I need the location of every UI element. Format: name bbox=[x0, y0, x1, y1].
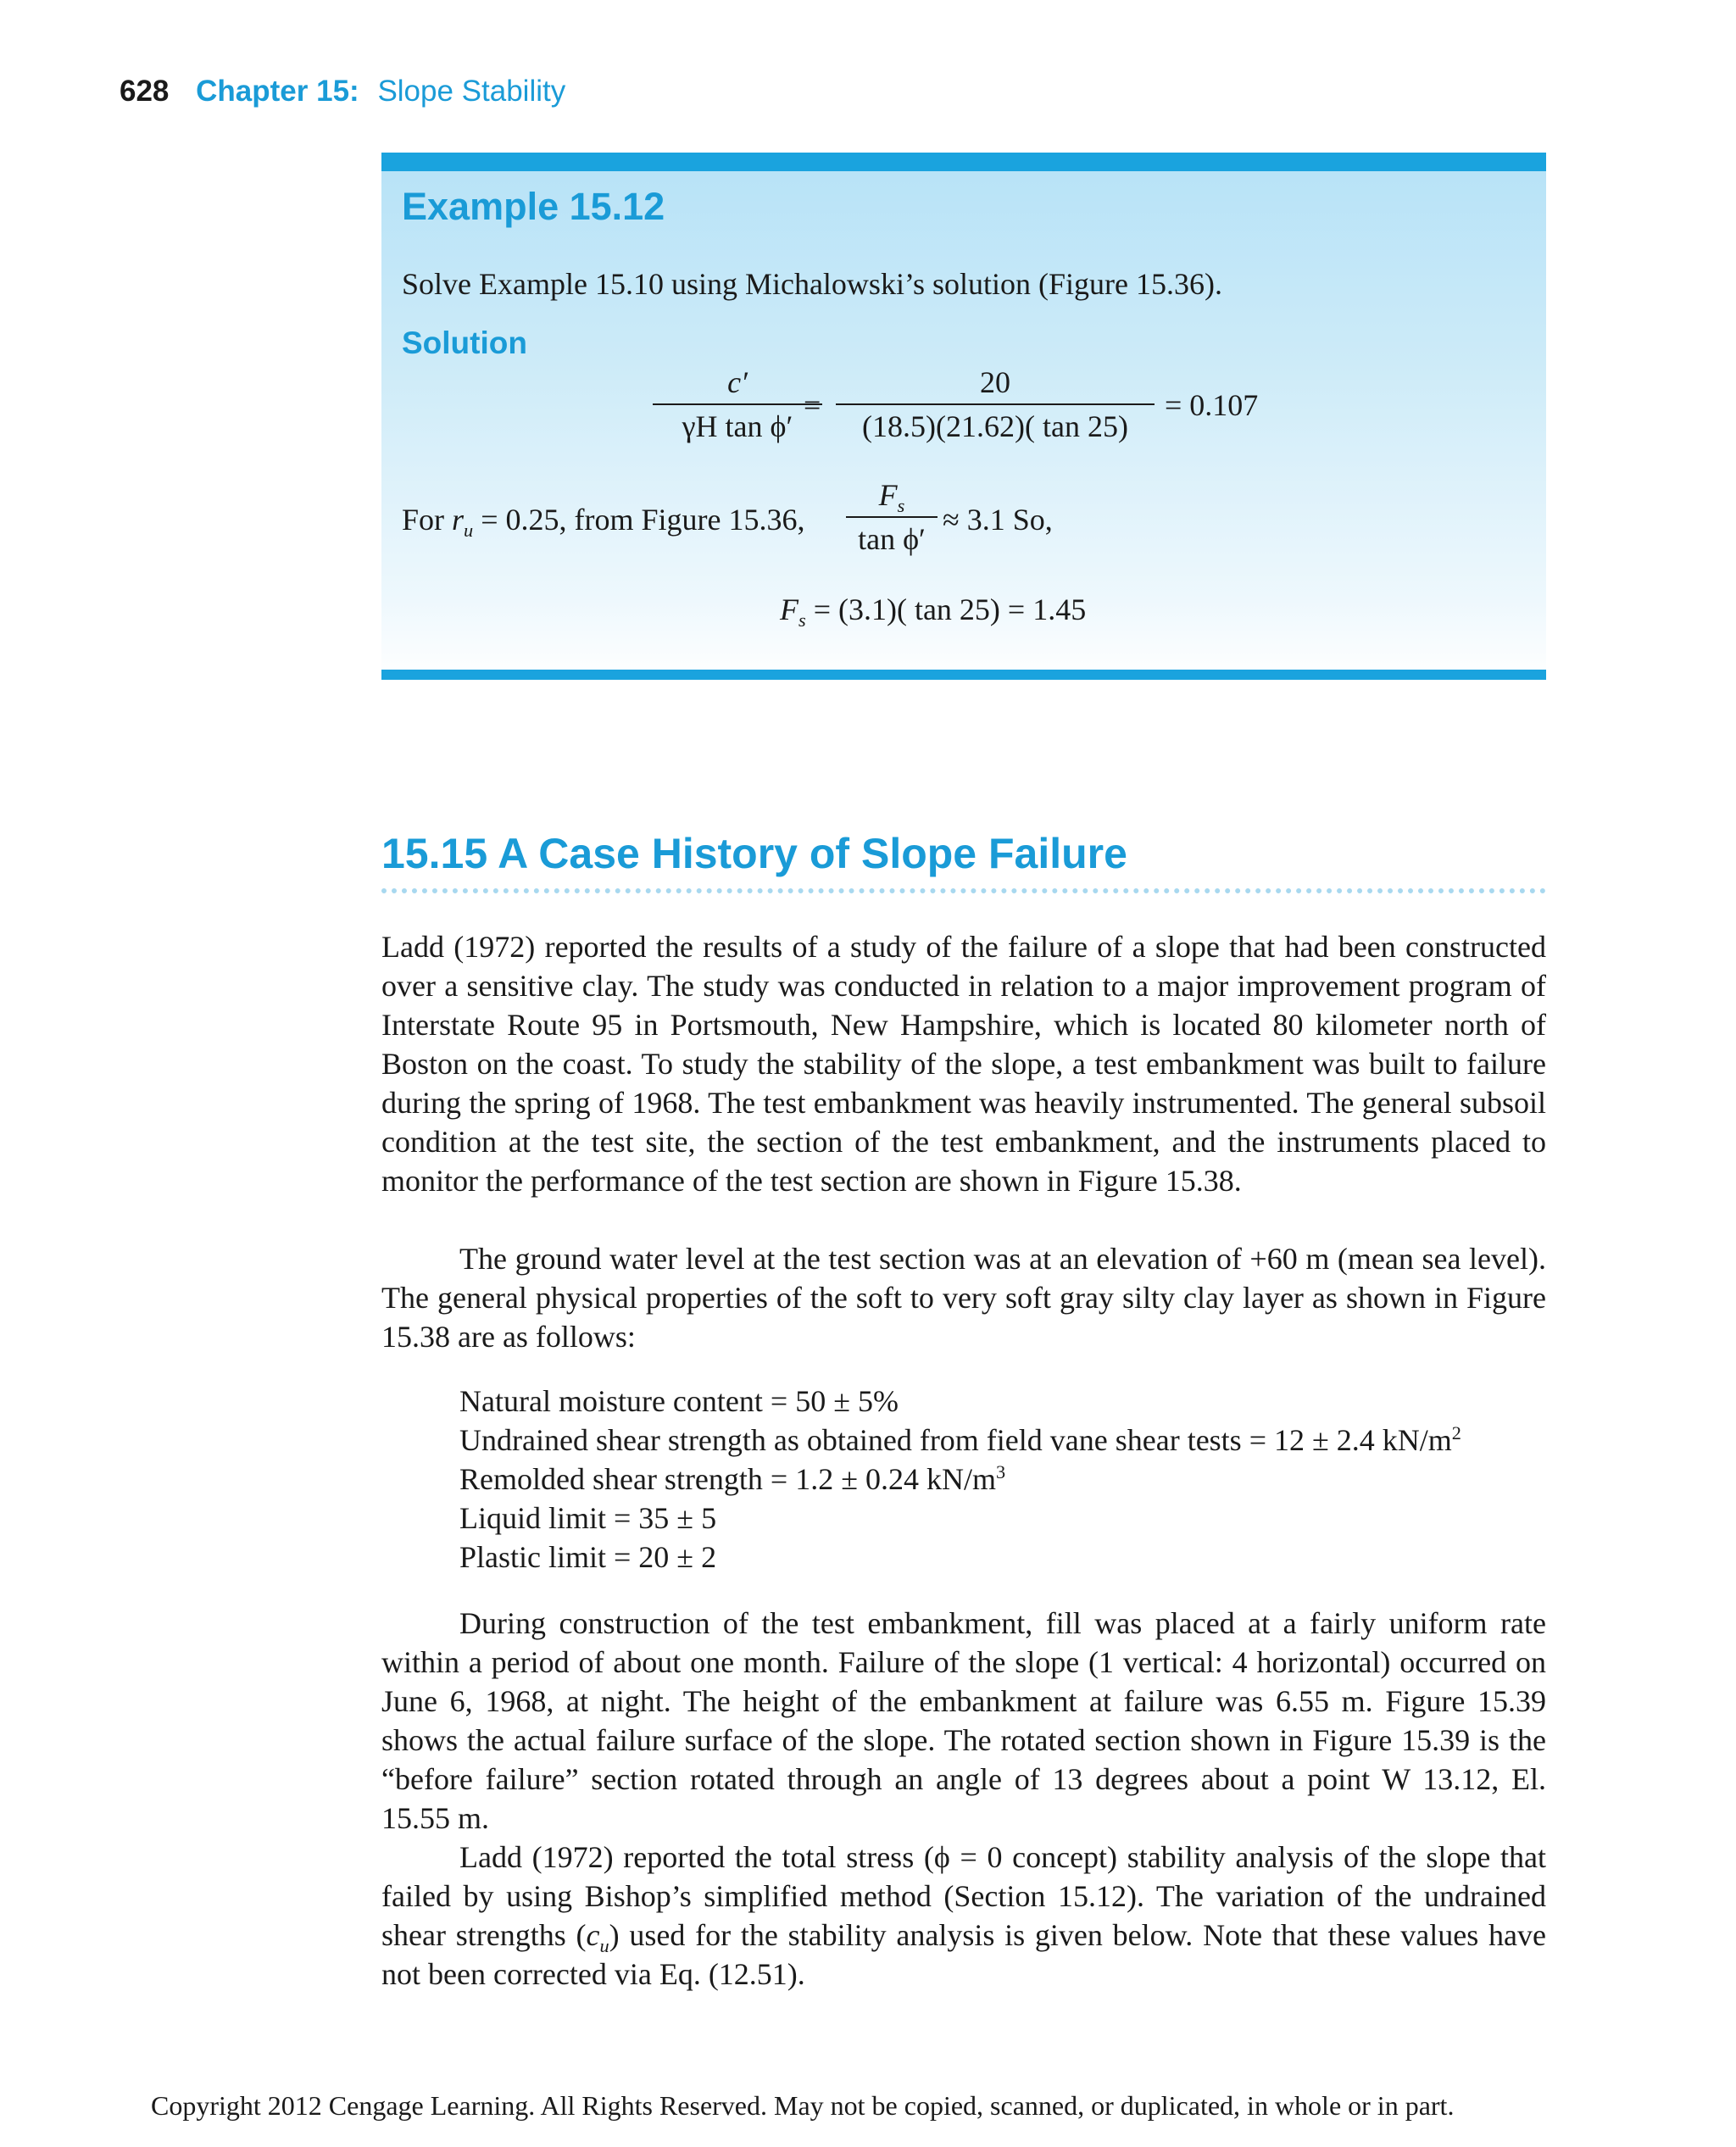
copyright-notice: Copyright 2012 Cengage Learning. All Rights Reserved. May not be copied, scanned, or duplicated, in whole or in part. bbox=[151, 2090, 1455, 2121]
eq2-fraction bbox=[846, 476, 938, 558]
property-plastic-limit: Plastic limit = 20 ± 2 bbox=[459, 1540, 717, 1574]
property-moisture: Natural moisture content = 50 ± 5% bbox=[459, 1384, 899, 1418]
eq1-rhs-fraction-bar bbox=[836, 403, 1155, 405]
chapter-title: Slope Stability bbox=[377, 75, 566, 108]
eq1-lhs-fraction bbox=[653, 364, 822, 445]
property-remolded-strength: Remolded shear strength = 1.2 ± 0.24 $kN/m^3$ bbox=[459, 1461, 1006, 1496]
eq1-rhs-denominator: (18.5)(21.62)( tan 25) bbox=[862, 409, 1128, 443]
eq2-fraction-bar bbox=[846, 516, 938, 518]
soil-properties-list bbox=[459, 1382, 1461, 1577]
chapter-label: Chapter 15: bbox=[196, 75, 359, 108]
eq2-lead-rest: = 0.25, from Figure 15.36, bbox=[473, 503, 805, 537]
property-undrained-strength: Undrained shear strength as obtained from field vane shear tests = 12 ± 2.4 $kN/m^2$ bbox=[459, 1422, 1461, 1457]
example-problem: Solve Example 15.10 using Michalowski’s solution (Figure 15.36). bbox=[402, 267, 1222, 301]
eq3-rhs: = (3.1)( tan 25) = 1.45 bbox=[805, 592, 1087, 626]
cu-symbol: c bbox=[586, 1918, 600, 1952]
eq2-lead-for: For bbox=[402, 503, 453, 537]
eq2-r: r bbox=[452, 503, 465, 537]
property-liquid-limit: Liquid limit = 35 ± 5 bbox=[459, 1501, 717, 1535]
eq3 bbox=[780, 592, 1087, 631]
example-title: Example 15.12 bbox=[402, 185, 665, 228]
example-bottom-rule bbox=[381, 670, 1546, 680]
section-title: 15.15 A Case History of Slope Failure bbox=[381, 830, 1127, 877]
eq1-lhs-numerator: c′ bbox=[727, 365, 748, 399]
eq2-tail: ≈ 3.1 So, bbox=[943, 503, 1053, 537]
eq3-F: F bbox=[780, 592, 798, 626]
section-dotted-rule bbox=[381, 888, 1546, 893]
body-paragraph-2: The ground water level at the test section was at an elevation of +60 m (mean sea level). The general physical properties of the soft to very soft gray silty clay layer as shown in Figure 15.38 are as follows: bbox=[381, 1242, 1546, 1354]
eq2-lead bbox=[402, 502, 805, 542]
body-paragraph-3: During construction of the test embankment, fill was placed at a fairly uniform rate within a period of about one month. Failure of the slope (1 vertical: 4 horizontal) occurred on June 6, 1968, at night. The height of the embankment at failure was 6.55 m. Figure 15.39 shows the actual failure surface of the slope. The rotated section shown in Figure 15.39 is the “before failure” section rotated through an angle of 13 degrees about a point W 13.12, El. 15.55 m. bbox=[381, 1606, 1546, 1835]
eq1-rhs-numerator: 20 bbox=[980, 365, 1010, 399]
eq1-equals: = bbox=[804, 388, 821, 422]
eq1-result: = 0.107 bbox=[1165, 388, 1259, 422]
eq2-r-sub: u bbox=[464, 520, 474, 542]
solution-label: Solution bbox=[402, 325, 527, 360]
eq3-F-sub: s bbox=[798, 609, 806, 631]
page-number: 628 bbox=[120, 75, 170, 108]
eq2-numerator: $F_s$ bbox=[878, 478, 905, 517]
example-top-rule bbox=[381, 153, 1546, 171]
body-paragraph-1: Ladd (1972) reported the results of a study of the failure of a slope that had been constructed over a sensitive clay. The study was conducted in relation to a major improvement program of Interstate Route 95 in Portsmouth, New Hampshire, which is located 80 kilometer north of Boston on the coast. To study the stability of the slope, a test embankment was built to failure during the spring of 1968. The test embankment was heavily instrumented. The general subsoil condition at the test site, the section of the test embankment, and the instruments placed to monitor the performance of the test section are shown in Figure 15.38. bbox=[381, 930, 1546, 1198]
eq2-denominator: tan ϕ′ bbox=[858, 522, 926, 556]
eq1-lhs-fraction-bar bbox=[653, 403, 822, 405]
eq1-rhs-fraction bbox=[836, 364, 1155, 445]
eq1-lhs-denominator: γH tan ϕ′ bbox=[682, 409, 793, 443]
body-paragraph-4: Ladd (1972) reported the total stress (ϕ = 0 concept) stability analysis of the slope that failed by using Bishop’s simplified method (Section 15.12). The variation of the undrained shear strengths $(c_u)$ used for the stability analysis is given below. Note that these values have not been corrected via Eq. (12.51). bbox=[381, 1840, 1547, 1991]
running-head bbox=[120, 73, 565, 110]
